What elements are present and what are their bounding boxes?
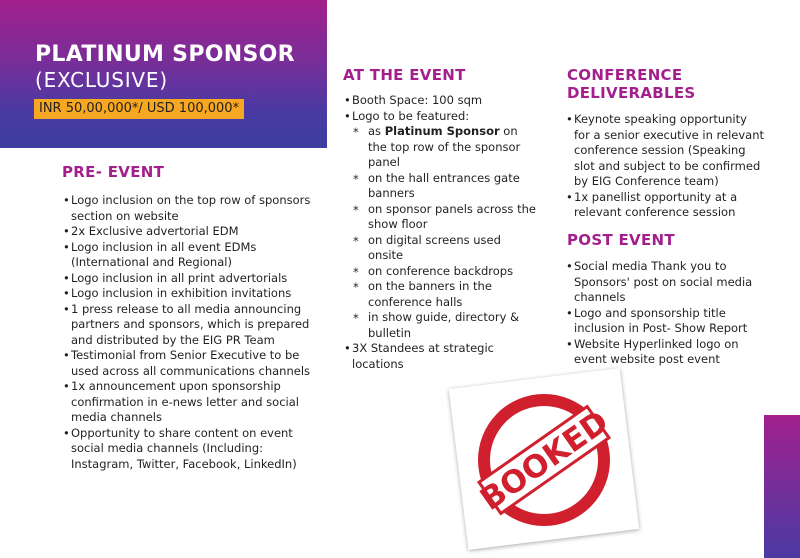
list-item: • Website Hyperlinked logo on event website post event <box>566 337 766 368</box>
decorative-side-bar <box>764 415 800 558</box>
list-item: • Logo inclusion in exhibition invitations <box>63 286 321 302</box>
list-item: • 3X Standees at strategic locations <box>344 341 539 372</box>
list-item: • Booth Space: 100 sqm <box>344 93 539 109</box>
sub-item: * on digital screens used onsite <box>352 233 539 264</box>
pre-event-heading: PRE- EVENT <box>62 163 165 181</box>
list-item: • Testimonial from Senior Executive to be used across all communications channels <box>63 348 321 379</box>
conference-heading <box>567 66 696 102</box>
platinum-sponsor-emphasis: Platinum Sponsor <box>384 124 500 138</box>
sub-item <box>352 124 539 171</box>
list-item: • Opportunity to share content on event social media channels (Including: Instagram, Twitter, Facebook, LinkedIn) <box>63 426 321 473</box>
logo-sublist <box>352 124 539 341</box>
sub-item: * in show guide, directory & bulletin <box>352 310 539 341</box>
booked-stamp <box>458 378 630 540</box>
list-item <box>344 109 539 342</box>
list-item: • Social media Thank you to Sponsors' post on social media channels <box>566 259 766 306</box>
conference-heading-line1: CONFERENCE <box>567 66 683 84</box>
header-banner <box>0 0 327 148</box>
list-item: • Logo inclusion on the top row of sponsors section on website <box>63 193 321 224</box>
list-item: • Logo inclusion in all event EDMs (International and Regional) <box>63 240 321 271</box>
post-event-heading: POST EVENT <box>567 231 675 249</box>
post-event-list <box>566 259 766 368</box>
logo-intro: Logo to be featured: <box>352 108 470 123</box>
list-item: • 2x Exclusive advertorial EDM <box>63 224 321 240</box>
list-item: • Logo inclusion in all print advertorials <box>63 271 321 287</box>
page-title: PLATINUM SPONSOR <box>35 42 295 67</box>
booked-stamp-graphic <box>458 378 630 540</box>
at-event-list <box>344 93 539 372</box>
sub-item-rest: on the top row of the sponsor panel <box>368 124 521 169</box>
list-item: • Logo and sponsorship title inclusion in Post- Show Report <box>566 306 766 337</box>
conference-list <box>566 112 766 221</box>
list-item: • Keynote speaking opportunity for a senior executive in relevant conference session (Speaking slot and subject to be confirmed by EIG Conference team) <box>566 112 766 190</box>
sub-item-prefix: as <box>368 124 385 138</box>
list-item: • 1 press release to all media announcing partners and sponsors, which is prepared and distributed by the EIG PR Team <box>63 302 321 349</box>
sub-item: * on the banners in the conference halls <box>352 279 539 310</box>
sub-item: * on sponsor panels across the show floor <box>352 202 539 233</box>
pre-event-list <box>63 193 321 472</box>
conference-heading-line2: DELIVERABLES <box>567 84 696 102</box>
list-item: • 1x panellist opportunity at a relevant conference session <box>566 190 766 221</box>
sub-item: * on conference backdrops <box>352 264 539 280</box>
sub-item: * on the hall entrances gate banners <box>352 171 539 202</box>
page-subtitle: (EXCLUSIVE) <box>35 68 168 92</box>
list-item: • 1x announcement upon sponsorship confirmation in e-news letter and social media channels <box>63 379 321 426</box>
stamp-text: BOOKED <box>473 403 616 518</box>
price-badge: INR 50,00,000*/ USD 100,000* <box>34 99 244 119</box>
at-event-heading: AT THE EVENT <box>343 66 466 84</box>
